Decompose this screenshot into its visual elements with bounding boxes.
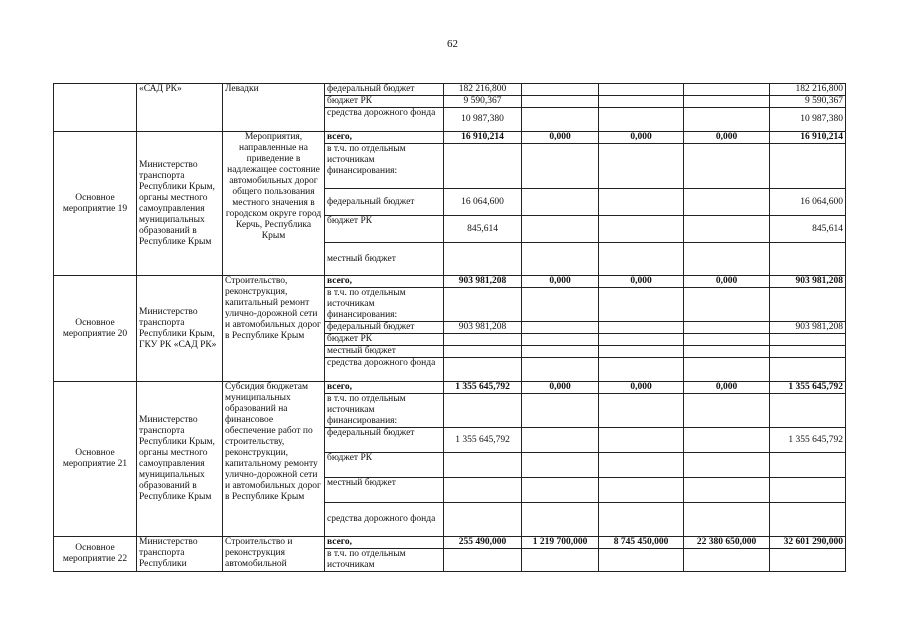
value-cell <box>599 322 684 334</box>
source-cell: средства дорожного фонда <box>325 108 444 132</box>
value-cell: 9 590,367 <box>444 96 522 108</box>
value-cell: 0,000 <box>684 276 770 288</box>
value-cell <box>444 358 522 382</box>
value-cell: 0,000 <box>522 132 599 144</box>
total-cell <box>770 549 846 572</box>
value-cell <box>522 358 599 382</box>
value-cell <box>599 84 684 96</box>
total-cell: 16 910,214 <box>770 132 846 144</box>
value-cell <box>684 453 770 478</box>
total-cell <box>770 503 846 537</box>
value-cell: 0,000 <box>522 382 599 394</box>
value-cell <box>684 189 770 216</box>
value-cell <box>522 453 599 478</box>
value-cell: 1 355 645,792 <box>444 428 522 453</box>
value-cell: 16 910,214 <box>444 132 522 144</box>
total-cell: 16 064,600 <box>770 189 846 216</box>
measure-name-cell: Мероприятия, направленные на приведение в надлежащее состояние автомобильных дорог общего пользования местного значения в городском округе город Керчь, Республика Крым <box>223 132 325 276</box>
source-cell: в т.ч. по отдельным источникам финансирования: <box>325 288 444 322</box>
source-cell: средства дорожного фонда <box>325 358 444 382</box>
table-row <box>54 132 846 144</box>
value-cell: 0,000 <box>599 382 684 394</box>
total-cell <box>770 334 846 346</box>
executor-cell: Министерство транспорта Республики <box>137 537 223 572</box>
value-cell <box>522 346 599 358</box>
value-cell <box>599 96 684 108</box>
value-cell: 1 219 700,000 <box>522 537 599 549</box>
value-cell <box>684 243 770 276</box>
source-cell: бюджет РК <box>325 453 444 478</box>
value-cell <box>522 549 599 572</box>
value-cell <box>684 322 770 334</box>
source-cell: в т.ч. по отдельным источникам финансирования: <box>325 144 444 189</box>
total-cell <box>770 394 846 428</box>
value-cell: 0,000 <box>522 276 599 288</box>
value-cell <box>444 346 522 358</box>
value-cell <box>684 549 770 572</box>
value-cell: 0,000 <box>684 132 770 144</box>
value-cell <box>599 243 684 276</box>
value-cell <box>522 96 599 108</box>
value-cell <box>599 503 684 537</box>
value-cell: 182 216,800 <box>444 84 522 96</box>
source-cell: в т.ч. по отдельным источникам <box>325 549 444 572</box>
value-cell <box>599 334 684 346</box>
total-cell: 903 981,208 <box>770 276 846 288</box>
value-cell <box>444 478 522 503</box>
total-cell: 1 355 645,792 <box>770 428 846 453</box>
value-cell <box>444 334 522 346</box>
value-cell <box>522 322 599 334</box>
event-cell: Основное мероприятие 20 <box>54 276 137 382</box>
total-cell <box>770 288 846 322</box>
budget-table <box>53 83 846 572</box>
value-cell <box>599 346 684 358</box>
value-cell <box>522 394 599 428</box>
total-cell <box>770 346 846 358</box>
value-cell: 8 745 450,000 <box>599 537 684 549</box>
value-cell <box>684 346 770 358</box>
value-cell <box>522 428 599 453</box>
value-cell <box>599 394 684 428</box>
page-number: 62 <box>447 38 458 50</box>
value-cell: 0,000 <box>599 276 684 288</box>
value-cell: 16 064,600 <box>444 189 522 216</box>
event-cell: Основное мероприятие 19 <box>54 132 137 276</box>
value-cell <box>522 288 599 322</box>
source-cell: местный бюджет <box>325 346 444 358</box>
value-cell <box>522 216 599 243</box>
total-cell <box>770 358 846 382</box>
value-cell <box>684 216 770 243</box>
value-cell <box>444 549 522 572</box>
total-cell: 845,614 <box>770 216 846 243</box>
value-cell <box>684 394 770 428</box>
value-cell <box>684 288 770 322</box>
source-cell: федеральный бюджет <box>325 84 444 96</box>
total-cell: 1 355 645,792 <box>770 382 846 394</box>
source-cell: федеральный бюджет <box>325 189 444 216</box>
event-cell: Основное мероприятие 21 <box>54 382 137 537</box>
total-cell: 10 987,380 <box>770 108 846 132</box>
source-cell: бюджет РК <box>325 216 444 243</box>
value-cell <box>684 428 770 453</box>
table-row <box>54 276 846 288</box>
value-cell: 22 380 650,000 <box>684 537 770 549</box>
total-cell <box>770 243 846 276</box>
value-cell <box>684 96 770 108</box>
value-cell <box>684 334 770 346</box>
table-row <box>54 537 846 549</box>
value-cell <box>599 216 684 243</box>
event-cell <box>54 84 137 132</box>
source-cell: бюджет РК <box>325 334 444 346</box>
source-cell: федеральный бюджет <box>325 428 444 453</box>
value-cell: 0,000 <box>599 132 684 144</box>
value-cell <box>599 358 684 382</box>
total-cell <box>770 478 846 503</box>
value-cell: 255 490,000 <box>444 537 522 549</box>
value-cell <box>522 478 599 503</box>
value-cell: 845,614 <box>444 216 522 243</box>
total-cell: 32 601 290,000 <box>770 537 846 549</box>
source-cell: в т.ч. по отдельным источникам финансирования: <box>325 394 444 428</box>
value-cell: 0,000 <box>684 382 770 394</box>
value-cell: 10 987,380 <box>444 108 522 132</box>
value-cell: 903 981,208 <box>444 276 522 288</box>
value-cell <box>599 108 684 132</box>
value-cell <box>444 453 522 478</box>
source-cell: средства дорожного фонда <box>325 503 444 537</box>
value-cell <box>599 428 684 453</box>
value-cell <box>684 84 770 96</box>
total-cell: 182 216,800 <box>770 84 846 96</box>
value-cell <box>599 478 684 503</box>
value-cell <box>444 144 522 189</box>
executor-cell: Министерство транспорта Республики Крым, ГКУ РК «САД РК» <box>137 276 223 382</box>
table-row <box>54 84 846 96</box>
value-cell <box>684 358 770 382</box>
source-cell: всего, <box>325 537 444 549</box>
measure-name-cell: Строительство, реконструкция, капитальный ремонт улично-дорожной сети и автомобильных дорог в Республике Крым <box>223 276 325 382</box>
value-cell <box>522 108 599 132</box>
executor-cell: Министерство транспорта Республики Крым, органы местного самоуправления муниципальных образований в Республике Крым <box>137 382 223 537</box>
source-cell: всего, <box>325 276 444 288</box>
value-cell <box>522 189 599 216</box>
value-cell <box>444 503 522 537</box>
value-cell <box>684 478 770 503</box>
value-cell <box>522 84 599 96</box>
value-cell <box>684 144 770 189</box>
measure-name-cell: Строительство и реконструкция автомобильной <box>223 537 325 572</box>
source-cell: федеральный бюджет <box>325 322 444 334</box>
value-cell <box>522 144 599 189</box>
value-cell <box>444 243 522 276</box>
source-cell: местный бюджет <box>325 478 444 503</box>
source-cell: всего, <box>325 382 444 394</box>
value-cell: 903 981,208 <box>444 322 522 334</box>
value-cell <box>444 394 522 428</box>
value-cell <box>522 334 599 346</box>
event-cell: Основное мероприятие 22 <box>54 537 137 572</box>
value-cell <box>599 189 684 216</box>
total-cell: 9 590,367 <box>770 96 846 108</box>
value-cell <box>522 503 599 537</box>
value-cell <box>599 549 684 572</box>
total-cell <box>770 453 846 478</box>
measure-name-cell: Левадки <box>223 84 325 132</box>
source-cell: бюджет РК <box>325 96 444 108</box>
value-cell <box>684 503 770 537</box>
executor-cell: «САД РК» <box>137 84 223 132</box>
value-cell <box>599 453 684 478</box>
value-cell <box>522 243 599 276</box>
total-cell: 903 981,208 <box>770 322 846 334</box>
total-cell <box>770 144 846 189</box>
value-cell <box>444 288 522 322</box>
value-cell <box>684 108 770 132</box>
value-cell <box>599 144 684 189</box>
measure-name-cell: Субсидия бюджетам муниципальных образований на финансовое обеспечение работ по строительству, реконструкции, капитальному ремонту улично-дорожной сети и автомобильных дорог в Республике Крым <box>223 382 325 537</box>
executor-cell: Министерство транспорта Республики Крым, органы местного самоуправления муниципальных образований в Республике Крым <box>137 132 223 276</box>
value-cell: 1 355 645,792 <box>444 382 522 394</box>
source-cell: всего, <box>325 132 444 144</box>
source-cell: местный бюджет <box>325 243 444 276</box>
value-cell <box>599 288 684 322</box>
table-row <box>54 382 846 394</box>
